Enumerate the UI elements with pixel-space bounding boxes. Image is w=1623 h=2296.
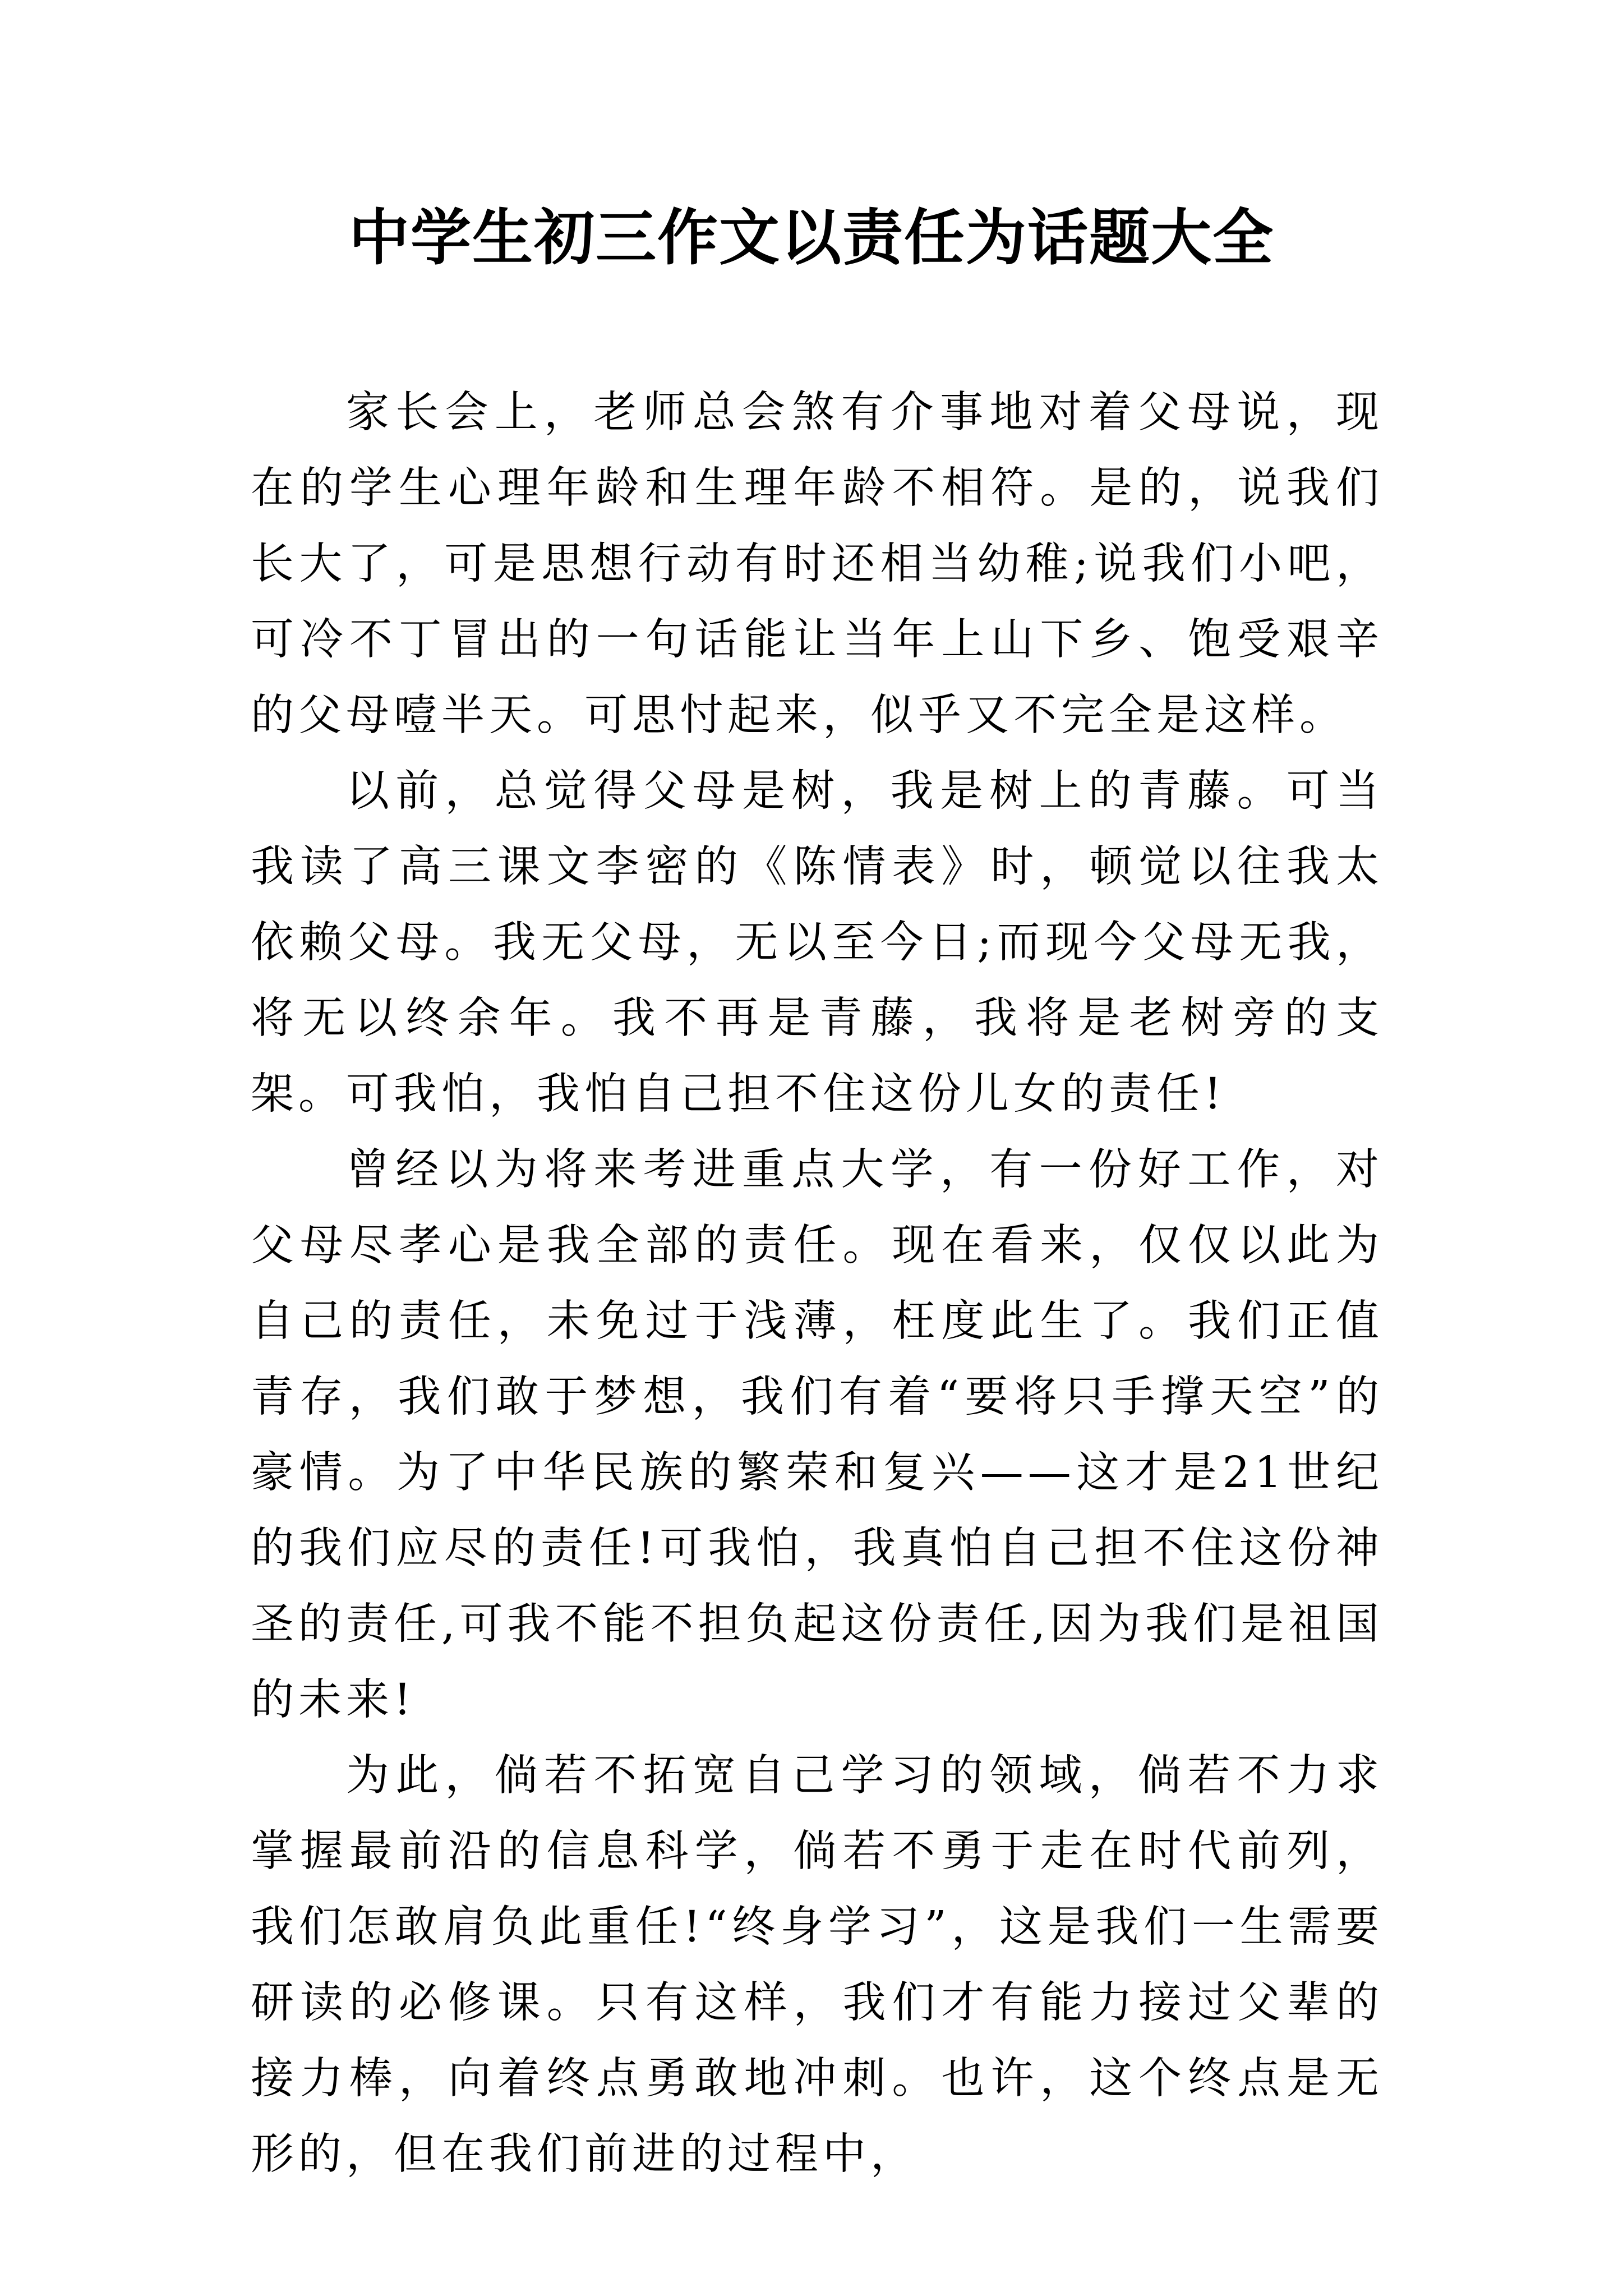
paragraph-2: 以前，总觉得父母是树，我是树上的青藤。可当我读了高三课文李密的《陈情表》时，顿觉以往我太依赖父母。我无父母，无以至今日;而现今父母无我，将无以终余年。我不再是青藤，我将是老树旁的支架。可我怕，我怕自己担不住这份儿女的责任!	[251, 766, 1384, 1119]
document-title: 中学生初三作文以责任为话题大全	[348, 203, 1274, 273]
document-body	[251, 375, 1384, 2192]
paragraph-3: 曾经以为将来考进重点大学，有一份好工作，对父母尽孝心是我全部的责任。现在看来，仅仅以此为自己的责任，未免过于浅薄，枉度此生了。我们正值青存，我们敢于梦想，我们有着“要将只手撑天空”的豪情。为了中华民族的繁荣和复兴——这才是21世纪的我们应尽的责任!可我怕，我真怕自己担不住这份神圣的责任,可我不能不担负起这份责任,因为我们是祖国的未来!	[251, 1145, 1384, 1725]
paragraph-1: 家长会上，老师总会煞有介事地对着父母说，现在的学生心理年龄和生理年龄不相符。是的，说我们长大了，可是思想行动有时还相当幼稚;说我们小吧，可冷不丁冒出的一句话能让当年上山下乡、饱受艰辛的父母噎半天。可思忖起来，似乎又不完全是这样。	[251, 388, 1384, 740]
paragraph-4: 为此，倘若不拓宽自己学习的领域，倘若不力求掌握最前沿的信息科学，倘若不勇于走在时代前列，我们怎敢肩负此重任!“终身学习”，这是我们一生需要研读的必修课。只有这样，我们才有能力接过父辈的接力棒，向着终点勇敢地冲刺。也许，这个终点是无形的，但在我们前进的过程中，	[251, 1751, 1384, 2179]
